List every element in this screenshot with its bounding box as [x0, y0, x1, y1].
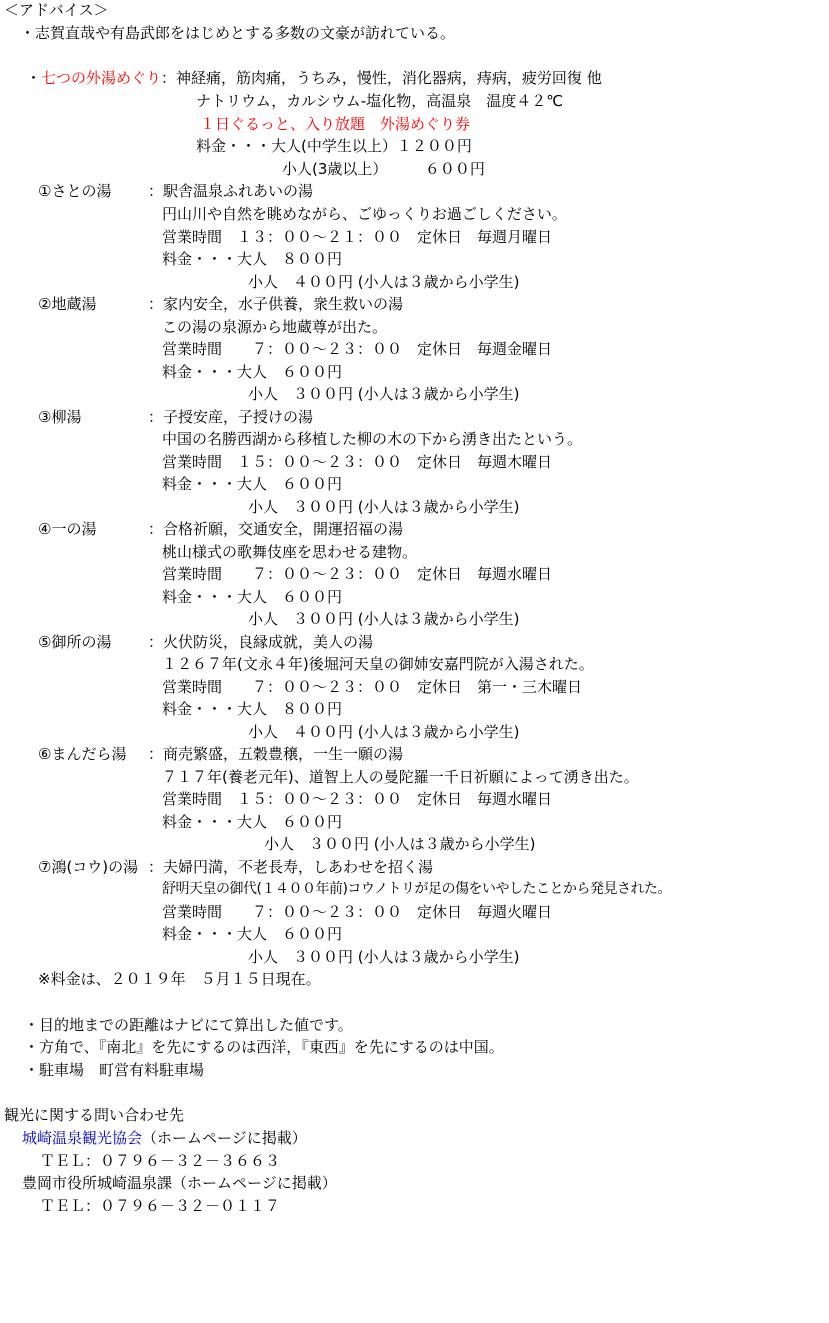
contact-org2-tel: ＴＥＬ：０７９６－３２－０１１７ — [40, 1197, 281, 1215]
overview-pass: １日ぐるっと、入り放題 外湯めぐり券 — [200, 115, 471, 133]
bath-description: この湯の泉源から地蔵尊が出た。 — [162, 318, 388, 336]
note-item: ・駐車場 町営有料駐車場 — [24, 1061, 205, 1079]
bath-tagline: ：合格祈願，交通安全，開運招福の湯 — [148, 520, 404, 538]
contact-org1-tel: ＴＥＬ：０７９６－３２－３６６３ — [40, 1152, 281, 1170]
bath-name: ③柳湯 — [38, 408, 82, 426]
bath-tagline: ：火伏防災，良縁成就，美人の湯 — [148, 633, 374, 651]
bath-fee-child: 小人 ３００円 (小人は３歳から小学生) — [248, 385, 520, 403]
bath-fee-child: 小人 ３００円 (小人は３歳から小学生) — [248, 498, 520, 516]
bath-tagline: ：夫婦円満，不老長寿，しあわせを招く湯 — [148, 858, 434, 876]
tourism-association-link[interactable]: 城崎温泉観光協会 — [22, 1129, 143, 1147]
bath-hours: 営業時間 ７：００～２３：００ 定休日 第一・三木曜日 — [162, 678, 583, 696]
bath-hours: 営業時間 ７：００～２３：００ 定休日 毎週水曜日 — [162, 565, 553, 583]
bath-fee-adult: 料金・・・大人 ６００円 — [162, 588, 343, 606]
bath-hours: 営業時間 １５：００～２３：００ 定休日 毎週水曜日 — [162, 790, 553, 808]
bath-fee-adult: 料金・・・大人 ８００円 — [162, 250, 343, 268]
bath-hours: 営業時間 ７：００～２３：００ 定休日 毎週金曜日 — [162, 340, 553, 358]
bath-hours: 営業時間 １３：００～２１：００ 定休日 毎週月曜日 — [162, 228, 553, 246]
bath-fee-child: 小人 ４００円 (小人は３歳から小学生) — [248, 723, 520, 741]
bath-description: 円山川や自然を眺めながら、ごゆっくりお過ごしください。 — [162, 205, 567, 223]
overview-bullet: ・ — [26, 69, 42, 87]
note-item: ・方角で、『南北』を先にするのは西洋，『東西』を先にするのは中国。 — [24, 1038, 504, 1056]
overview-effects: ：神経痛，筋肉痛，うちみ，慢性，消化器病，痔病，疲労回復 他 — [161, 69, 602, 87]
advice-heading: ＜アドバイス＞ — [4, 1, 109, 19]
bath-tagline: ：子授安産，子授けの湯 — [148, 408, 314, 426]
price-note: ※料金は、２０１９年 ５月１５日現在。 — [38, 970, 321, 988]
bath-tagline: ：家内安全，水子供養，衆生救いの湯 — [148, 295, 404, 313]
bath-fee-adult: 料金・・・大人 ６００円 — [162, 925, 343, 943]
bath-fee-child: 小人 ３００円 (小人は３歳から小学生) — [264, 835, 536, 853]
overview-header — [26, 68, 602, 88]
bath-description: ７１７年(養老元年)、道智上人の曼陀羅一千日祈願によって湧き出た。 — [162, 768, 639, 786]
bath-description: 桃山様式の歌舞伎座を思わせる建物。 — [162, 543, 418, 561]
overview-title: 七つの外湯めぐり — [41, 69, 162, 87]
bath-name: ⑤御所の湯 — [38, 633, 112, 651]
bath-name: ②地蔵湯 — [38, 295, 97, 313]
overview-price-child: 小人(3歳以上） ６００円 — [282, 160, 485, 178]
contact-org2: 豊岡市役所城崎温泉課（ホームページに掲載） — [22, 1174, 337, 1192]
contact-org1 — [22, 1128, 307, 1148]
bath-name: ①さとの湯 — [38, 182, 112, 200]
bath-tagline: ：商売繁盛，五穀豊穣，一生一願の湯 — [148, 745, 404, 763]
bath-name: ④一の湯 — [38, 520, 97, 538]
bath-hours: 営業時間 １５：００～２３：００ 定休日 毎週木曜日 — [162, 453, 553, 471]
contact-org1-suffix: （ホームページに掲載） — [142, 1129, 307, 1147]
bath-fee-child: 小人 ３００円 (小人は３歳から小学生) — [248, 948, 520, 966]
bath-hours: 営業時間 ７：００～２３：００ 定休日 毎週火曜日 — [162, 903, 553, 921]
note-item: ・目的地までの距離はナビにて算出した値です。 — [24, 1016, 353, 1034]
bath-fee-child: 小人 ３００円 (小人は３歳から小学生) — [248, 610, 520, 628]
bath-description: 舒明天皇の御代(１４００年前)コウノトリが足の傷をいやしたことから発見された。 — [162, 881, 672, 897]
bath-description: １２６７年(文永４年)後堀河天皇の御姉安嘉門院が入湯された。 — [162, 655, 594, 673]
bath-fee-child: 小人 ４００円 (小人は３歳から小学生) — [248, 273, 520, 291]
bath-name: ⑥まんだら湯 — [38, 745, 127, 763]
bath-fee-adult: 料金・・・大人 ６００円 — [162, 475, 343, 493]
bath-fee-adult: 料金・・・大人 ８００円 — [162, 700, 343, 718]
bath-fee-adult: 料金・・・大人 ６００円 — [162, 363, 343, 381]
overview-quality: ナトリウム，カルシウム-塩化物，高温泉 温度４２℃ — [196, 92, 564, 110]
bath-fee-adult: 料金・・・大人 ６００円 — [162, 813, 343, 831]
advice-line: ・志賀直哉や有島武郎をはじめとする多数の文豪が訪れている。 — [20, 24, 456, 42]
contact-heading: 観光に関する問い合わせ先 — [4, 1106, 185, 1124]
bath-description: 中国の名勝西湖から移植した柳の木の下から湧き出たという。 — [162, 430, 583, 448]
overview-price-adult: 料金・・・大人(中学生以上）１２００円 — [196, 137, 472, 155]
bath-tagline: ：駅舎温泉ふれあいの湯 — [148, 182, 314, 200]
bath-name: ⑦鴻(コウ)の湯 — [38, 858, 139, 876]
